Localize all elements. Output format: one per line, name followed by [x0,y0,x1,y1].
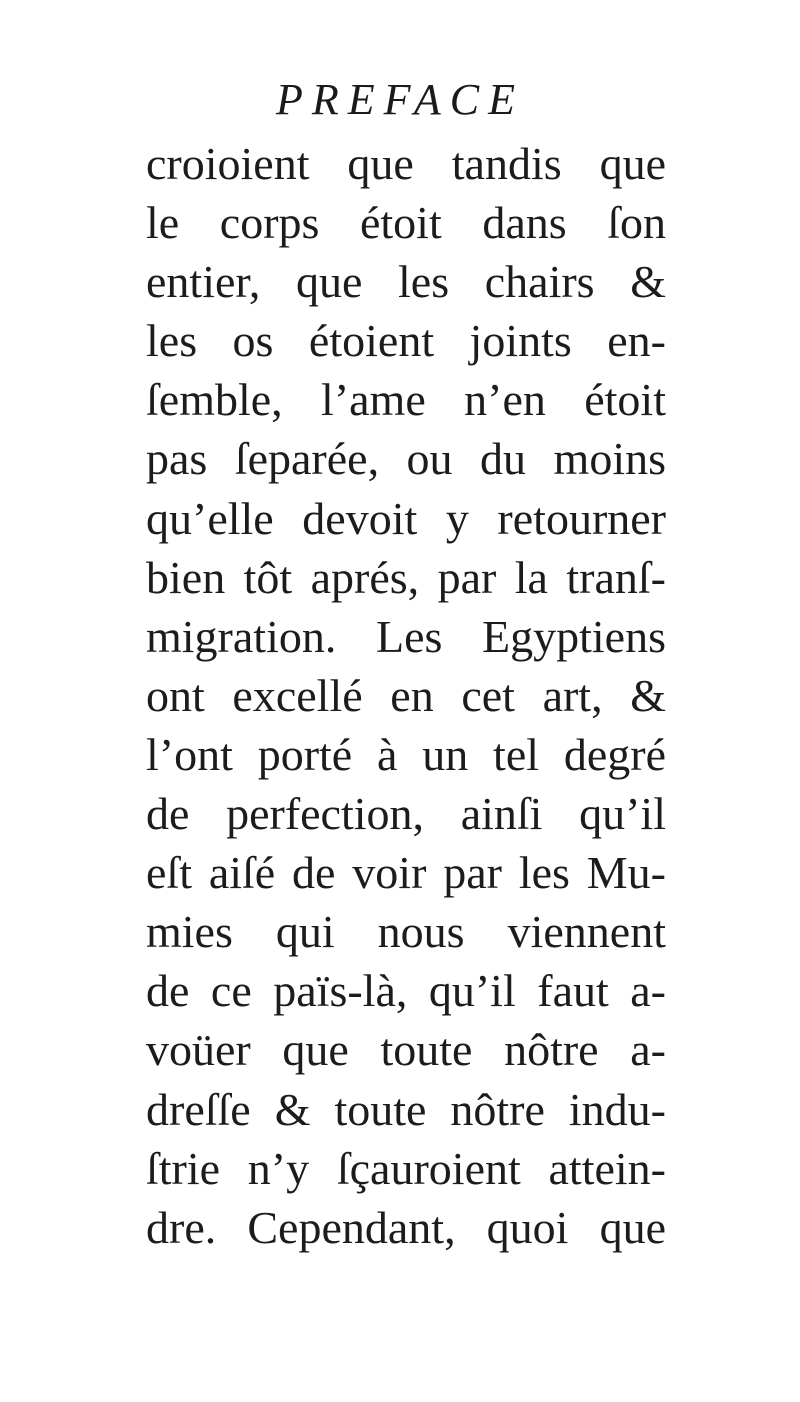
text-line: migration. Les Egyptiens [146,610,666,662]
text-line: le corps étoit dans ſon [146,197,666,249]
text-line: entier, que les chairs & [146,256,666,308]
text-line: dre. Cependant, quoi que [146,1201,666,1253]
text-line: l’ont porté à un tel degré [146,728,666,780]
text-line: ont excellé en cet art, & [146,669,666,721]
text-line: bien tôt aprés, par la tranſ- [146,551,666,603]
text-line: ſtrie n’y ſçauroient attein- [146,1142,666,1194]
text-line: croioient que tandis que [146,138,666,189]
text-line: voüer que toute nôtre a- [146,1024,666,1076]
text-line: mies qui nous viennent [146,906,666,958]
text-line: ſemble, l’ame n’en étoit [146,374,666,426]
text-line: pas ſeparée, ou du moins [146,433,666,485]
text-line: dreſſe & toute nôtre indu- [146,1083,666,1135]
text-line: de ce païs-là, qu’il faut a- [146,965,666,1017]
text-line: eſt aiſé de voir par les Mu- [146,847,666,899]
text-line: les os étoient joints en- [146,315,666,367]
text-line: qu’elle devoit y retourner [146,492,666,544]
running-head: PREFACE [276,75,524,124]
text-line: de perfection, ainſi qu’il [146,788,666,840]
body-text [146,134,666,1257]
